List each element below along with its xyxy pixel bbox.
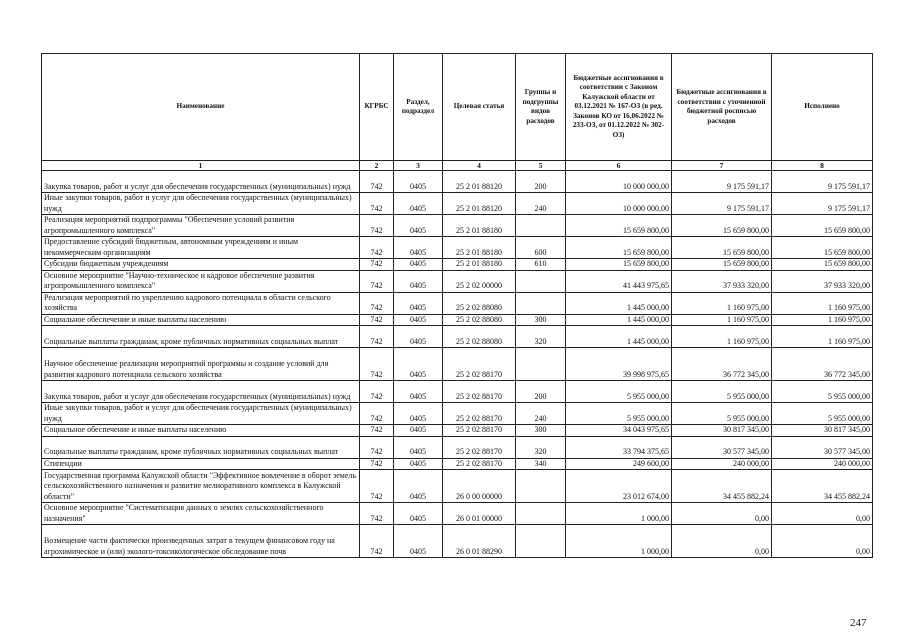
- header-kgrbs: КГРБС: [360, 54, 394, 161]
- row-executed-amount: 37 933 320,00: [772, 270, 873, 292]
- column-number: 1: [42, 161, 360, 171]
- row-name: Возмещение части фактически произведенных затрат в текущем финансовом году на агрохимическое и (или) эколого-токсикологическое обследование почв: [42, 525, 360, 558]
- row-target: 25 2 01 88120: [443, 193, 516, 215]
- row-name: Реализация мероприятий подпрограммы "Обеспечение условий развития агропромышленного комплекса": [42, 215, 360, 237]
- row-refined-amount: 15 659 800,00: [672, 237, 772, 259]
- column-number: 6: [566, 161, 672, 171]
- row-group: 300: [516, 425, 566, 437]
- row-executed-amount: 34 455 882,24: [772, 470, 873, 503]
- row-section: 0405: [394, 259, 443, 271]
- row-target: 25 2 01 88180: [443, 259, 516, 271]
- row-section: 0405: [394, 525, 443, 558]
- row-executed-amount: 30 577 345,00: [772, 436, 873, 458]
- row-group: [516, 470, 566, 503]
- row-target: 25 2 02 88170: [443, 458, 516, 470]
- row-name: Научное обеспечение реализации мероприятий программы и создание условий для развития кадрового потенциала сельского хозяйства: [42, 348, 360, 381]
- row-group: [516, 525, 566, 558]
- row-executed-amount: 36 772 345,00: [772, 348, 873, 381]
- row-group: 300: [516, 314, 566, 326]
- row-group: [516, 215, 566, 237]
- column-number: 2: [360, 161, 394, 171]
- row-section: 0405: [394, 458, 443, 470]
- budget-table: [41, 53, 873, 558]
- table-row: [42, 259, 873, 271]
- row-group: 600: [516, 237, 566, 259]
- column-number: 7: [672, 161, 772, 171]
- row-kgrbs: 742: [360, 503, 394, 525]
- header-section: Раздел, подраздел: [394, 54, 443, 161]
- row-refined-amount: 1 160 975,00: [672, 292, 772, 314]
- row-target: 25 2 02 88170: [443, 403, 516, 425]
- table-row: [42, 292, 873, 314]
- row-kgrbs: 742: [360, 458, 394, 470]
- row-law-amount: 41 443 975,65: [566, 270, 672, 292]
- column-number: 4: [443, 161, 516, 171]
- row-name: Социальные выплаты гражданам, кроме публичных нормативных социальных выплат: [42, 326, 360, 348]
- row-section: 0405: [394, 270, 443, 292]
- row-section: 0405: [394, 193, 443, 215]
- row-executed-amount: 15 659 800,00: [772, 259, 873, 271]
- row-refined-amount: 30 817 345,00: [672, 425, 772, 437]
- row-target: 25 2 02 88080: [443, 292, 516, 314]
- table-row: [42, 436, 873, 458]
- column-number-row: [42, 161, 873, 171]
- row-group: 340: [516, 458, 566, 470]
- row-group: 200: [516, 381, 566, 403]
- row-section: 0405: [394, 403, 443, 425]
- header-executed: Исполнено: [772, 54, 873, 161]
- row-name: Реализация мероприятий по укреплению кадрового потенциала в области сельского хозяйства: [42, 292, 360, 314]
- table-row: [42, 348, 873, 381]
- row-refined-amount: 36 772 345,00: [672, 348, 772, 381]
- row-law-amount: 10 000 000,00: [566, 193, 672, 215]
- row-kgrbs: 742: [360, 237, 394, 259]
- row-section: 0405: [394, 314, 443, 326]
- row-refined-amount: 9 175 591,17: [672, 193, 772, 215]
- column-number: 5: [516, 161, 566, 171]
- header-target: Целевая статья: [443, 54, 516, 161]
- row-group: 240: [516, 193, 566, 215]
- row-kgrbs: 742: [360, 193, 394, 215]
- row-section: 0405: [394, 348, 443, 381]
- row-group: [516, 503, 566, 525]
- row-target: 25 2 02 88170: [443, 348, 516, 381]
- row-executed-amount: 1 160 975,00: [772, 326, 873, 348]
- row-executed-amount: 0,00: [772, 525, 873, 558]
- row-group: [516, 348, 566, 381]
- row-kgrbs: 742: [360, 314, 394, 326]
- row-kgrbs: 742: [360, 215, 394, 237]
- row-name: Иные закупки товаров, работ и услуг для обеспечения государственных (муниципальных) нужд: [42, 403, 360, 425]
- row-target: 26 0 00 00000: [443, 470, 516, 503]
- table-row: [42, 403, 873, 425]
- header-groups: Группы и подгруппы видов расходов: [516, 54, 566, 161]
- table-row: [42, 171, 873, 193]
- row-section: 0405: [394, 436, 443, 458]
- column-number: 3: [394, 161, 443, 171]
- row-executed-amount: 9 175 591,17: [772, 171, 873, 193]
- row-name: Государственная программа Калужской области "Эффективное вовлечение в оборот земель сельскохозяйственного назначения и развитие мелиоративного комплекса в Калужской области": [42, 470, 360, 503]
- row-group: [516, 270, 566, 292]
- row-section: 0405: [394, 292, 443, 314]
- row-refined-amount: 15 659 800,00: [672, 215, 772, 237]
- table-row: [42, 458, 873, 470]
- row-kgrbs: 742: [360, 403, 394, 425]
- row-group: 320: [516, 326, 566, 348]
- row-group: 240: [516, 403, 566, 425]
- row-law-amount: 15 659 800,00: [566, 237, 672, 259]
- table-row: [42, 215, 873, 237]
- row-law-amount: 1 000,00: [566, 525, 672, 558]
- row-refined-amount: 0,00: [672, 503, 772, 525]
- row-kgrbs: 742: [360, 171, 394, 193]
- header-row: [42, 54, 873, 161]
- row-section: 0405: [394, 425, 443, 437]
- row-name: Закупка товаров, работ и услуг для обеспечения государственных (муниципальных) нужд: [42, 381, 360, 403]
- row-section: 0405: [394, 470, 443, 503]
- row-executed-amount: 30 817 345,00: [772, 425, 873, 437]
- row-law-amount: 1 445 000,00: [566, 314, 672, 326]
- row-target: 26 0 01 88290: [443, 525, 516, 558]
- table-row: [42, 381, 873, 403]
- column-number: 8: [772, 161, 873, 171]
- row-target: 25 2 02 88080: [443, 326, 516, 348]
- row-kgrbs: 742: [360, 259, 394, 271]
- row-executed-amount: 9 175 591,17: [772, 193, 873, 215]
- row-name: Основное мероприятие "Систематизация данных о землях сельскохозяйственного назначения": [42, 503, 360, 525]
- row-law-amount: 23 012 674,00: [566, 470, 672, 503]
- row-executed-amount: 15 659 800,00: [772, 215, 873, 237]
- row-kgrbs: 742: [360, 292, 394, 314]
- row-kgrbs: 742: [360, 425, 394, 437]
- row-section: 0405: [394, 381, 443, 403]
- row-name: Иные закупки товаров, работ и услуг для обеспечения государственных (муниципальных) нужд: [42, 193, 360, 215]
- row-refined-amount: 9 175 591,17: [672, 171, 772, 193]
- row-executed-amount: 0,00: [772, 503, 873, 525]
- row-law-amount: 34 043 975,65: [566, 425, 672, 437]
- row-law-amount: 15 659 800,00: [566, 215, 672, 237]
- row-group: 200: [516, 171, 566, 193]
- table-row: [42, 270, 873, 292]
- row-section: 0405: [394, 326, 443, 348]
- row-target: 25 2 02 88170: [443, 425, 516, 437]
- row-kgrbs: 742: [360, 348, 394, 381]
- row-executed-amount: 1 160 975,00: [772, 314, 873, 326]
- row-group: [516, 292, 566, 314]
- row-executed-amount: 5 955 000,00: [772, 403, 873, 425]
- row-name: Субсидии бюджетным учреждениям: [42, 259, 360, 271]
- row-name: Основное мероприятие "Научно-техническое и кадровое обеспечение развития агропромышленного комплекса": [42, 270, 360, 292]
- row-law-amount: 1 445 000,00: [566, 292, 672, 314]
- row-law-amount: 39 998 975,65: [566, 348, 672, 381]
- row-kgrbs: 742: [360, 326, 394, 348]
- row-refined-amount: 30 577 345,00: [672, 436, 772, 458]
- row-kgrbs: 742: [360, 470, 394, 503]
- row-target: 25 2 02 88080: [443, 314, 516, 326]
- table-row: [42, 326, 873, 348]
- row-refined-amount: 34 455 882,24: [672, 470, 772, 503]
- row-name: Закупка товаров, работ и услуг для обеспечения государственных (муниципальных) нужд: [42, 171, 360, 193]
- row-name: Социальные выплаты гражданам, кроме публичных нормативных социальных выплат: [42, 436, 360, 458]
- row-target: 25 2 01 88120: [443, 171, 516, 193]
- row-law-amount: 33 794 375,65: [566, 436, 672, 458]
- row-executed-amount: 15 659 800,00: [772, 237, 873, 259]
- row-target: 25 2 02 00000: [443, 270, 516, 292]
- row-section: 0405: [394, 215, 443, 237]
- row-refined-amount: 0,00: [672, 525, 772, 558]
- row-refined-amount: 15 659 800,00: [672, 259, 772, 271]
- header-law: Бюджетные ассигнования в соответствии с Законом Калужской области от 03.12.2021 № 167-ОЗ (в ред. Законов КО от 16.06.2022 № 233-ОЗ, от 01.12.2022 № 302-ОЗ): [566, 54, 672, 161]
- row-refined-amount: 1 160 975,00: [672, 326, 772, 348]
- row-kgrbs: 742: [360, 525, 394, 558]
- row-target: 25 2 02 88170: [443, 436, 516, 458]
- header-name: Наименование: [42, 54, 360, 161]
- row-executed-amount: 1 160 975,00: [772, 292, 873, 314]
- row-section: 0405: [394, 237, 443, 259]
- table-row: [42, 425, 873, 437]
- page-number: 247: [850, 617, 867, 629]
- row-law-amount: 5 955 000,00: [566, 403, 672, 425]
- table-row: [42, 193, 873, 215]
- row-refined-amount: 240 000,00: [672, 458, 772, 470]
- row-kgrbs: 742: [360, 436, 394, 458]
- row-target: 26 0 01 00000: [443, 503, 516, 525]
- row-target: 25 2 01 88180: [443, 237, 516, 259]
- row-name: Социальное обеспечение и иные выплаты населению: [42, 314, 360, 326]
- row-refined-amount: 37 933 320,00: [672, 270, 772, 292]
- row-name: Социальное обеспечение и иные выплаты населению: [42, 425, 360, 437]
- row-law-amount: 5 955 000,00: [566, 381, 672, 403]
- row-group: 610: [516, 259, 566, 271]
- table-row: [42, 525, 873, 558]
- row-law-amount: 10 000 000,00: [566, 171, 672, 193]
- row-target: 25 2 02 88170: [443, 381, 516, 403]
- row-name: Стипендии: [42, 458, 360, 470]
- row-law-amount: 1 000,00: [566, 503, 672, 525]
- table-row: [42, 503, 873, 525]
- row-group: 320: [516, 436, 566, 458]
- row-target: 25 2 01 88180: [443, 215, 516, 237]
- row-executed-amount: 240 000,00: [772, 458, 873, 470]
- row-section: 0405: [394, 503, 443, 525]
- row-executed-amount: 5 955 000,00: [772, 381, 873, 403]
- row-refined-amount: 5 955 000,00: [672, 403, 772, 425]
- row-kgrbs: 742: [360, 381, 394, 403]
- row-kgrbs: 742: [360, 270, 394, 292]
- header-refined: Бюджетные ассигнования в соответствии с уточненной бюджетной росписью расходов: [672, 54, 772, 161]
- table-row: [42, 314, 873, 326]
- row-law-amount: 249 600,00: [566, 458, 672, 470]
- table-row: [42, 470, 873, 503]
- row-refined-amount: 1 160 975,00: [672, 314, 772, 326]
- row-section: 0405: [394, 171, 443, 193]
- table-row: [42, 237, 873, 259]
- row-law-amount: 15 659 800,00: [566, 259, 672, 271]
- row-name: Предоставление субсидий бюджетным, автономным учреждениям и иным некоммерческим организациям: [42, 237, 360, 259]
- row-law-amount: 1 445 000,00: [566, 326, 672, 348]
- row-refined-amount: 5 955 000,00: [672, 381, 772, 403]
